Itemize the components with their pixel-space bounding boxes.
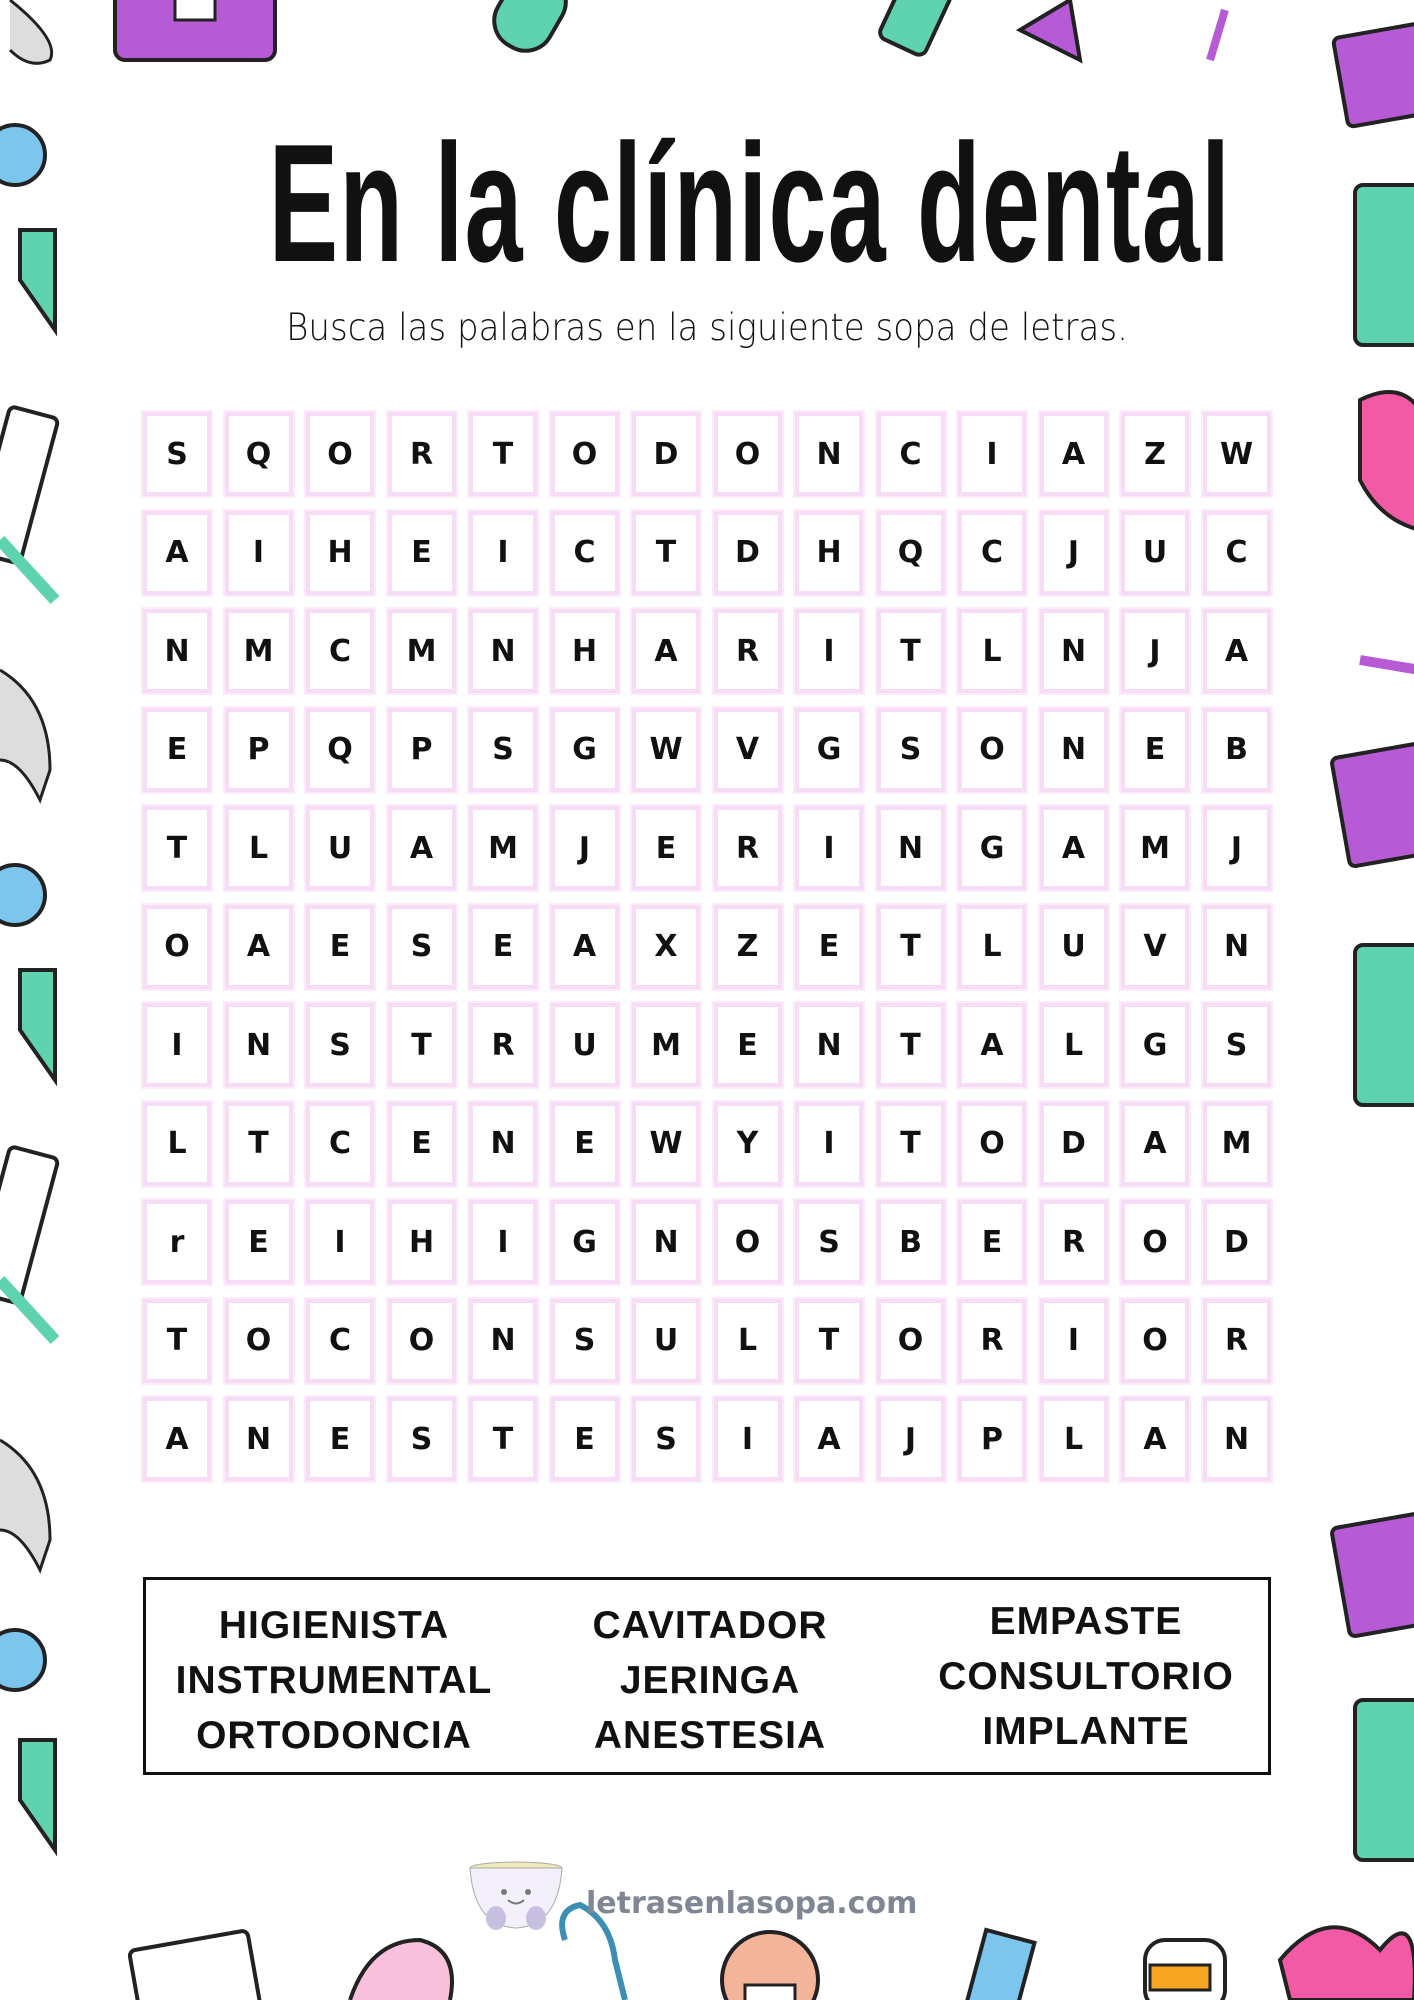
grid-cell[interactable]: Q [225, 412, 293, 496]
grid-cell[interactable]: A [958, 1003, 1026, 1087]
grid-cell[interactable]: N [225, 1003, 293, 1087]
grid-cell[interactable]: N [1203, 905, 1271, 989]
word-list-column [898, 1594, 1274, 1759]
grid-cell[interactable]: G [795, 708, 863, 792]
grid-cell[interactable]: U [1121, 511, 1189, 595]
grid-cell[interactable]: S [388, 1397, 456, 1481]
grid-cell[interactable]: R [1203, 1299, 1271, 1383]
grid-cell[interactable]: A [551, 905, 619, 989]
word-item: JERINGA [619, 1659, 801, 1702]
grid-cell[interactable]: Y [714, 1102, 782, 1186]
grid-cell[interactable]: T [469, 412, 537, 496]
grid-cell[interactable]: U [306, 806, 374, 890]
grid-cell[interactable]: N [225, 1397, 293, 1481]
grid-cell[interactable]: L [1040, 1003, 1108, 1087]
grid-cell[interactable]: S [1203, 1003, 1271, 1087]
grid-cell[interactable]: J [1121, 609, 1189, 693]
grid-cell[interactable]: E [388, 511, 456, 595]
grid-cell[interactable]: O [225, 1299, 293, 1383]
grid-cell[interactable]: I [714, 1397, 782, 1481]
grid-cell[interactable]: L [143, 1102, 211, 1186]
grid-cell[interactable]: I [795, 806, 863, 890]
grid-cell[interactable]: A [632, 609, 700, 693]
grid-cell[interactable]: N [632, 1200, 700, 1284]
grid-cell[interactable]: E [306, 905, 374, 989]
grid-cell[interactable]: A [1040, 806, 1108, 890]
grid-cell[interactable]: L [714, 1299, 782, 1383]
grid-cell[interactable]: U [1040, 905, 1108, 989]
grid-cell[interactable]: M [225, 609, 293, 693]
grid-cell[interactable]: O [714, 1200, 782, 1284]
grid-cell[interactable]: O [714, 412, 782, 496]
grid-cell[interactable]: R [958, 1299, 1026, 1383]
grid-cell[interactable]: T [225, 1102, 293, 1186]
grid-cell[interactable]: L [958, 905, 1026, 989]
grid-cell[interactable]: A [143, 511, 211, 595]
word-item: HIGIENISTA [218, 1604, 450, 1647]
grid-cell[interactable]: E [388, 1102, 456, 1186]
grid-cell[interactable]: N [795, 1003, 863, 1087]
word-item: INSTRUMENTAL [175, 1659, 493, 1702]
page-title: En la clínica dental [268, 109, 1232, 297]
grid-cell[interactable]: D [714, 511, 782, 595]
site-link[interactable]: letrasenlasopa.com [586, 1886, 918, 1921]
grid-cell[interactable]: D [632, 412, 700, 496]
grid-cell[interactable]: S [632, 1397, 700, 1481]
grid-cell[interactable]: J [551, 806, 619, 890]
grid-cell[interactable]: L [958, 609, 1026, 693]
grid-cell[interactable]: N [1040, 708, 1108, 792]
grid-cell[interactable]: E [632, 806, 700, 890]
word-item: IMPLANTE [982, 1710, 1190, 1753]
word-item: ORTODONCIA [196, 1714, 472, 1757]
grid-cell[interactable]: I [795, 609, 863, 693]
grid-cell[interactable]: I [225, 511, 293, 595]
grid-cell[interactable]: M [632, 1003, 700, 1087]
grid-cell[interactable]: H [795, 511, 863, 595]
word-item: CAVITADOR [592, 1604, 828, 1647]
grid-cell[interactable]: N [469, 1102, 537, 1186]
grid-cell[interactable]: A [1203, 609, 1271, 693]
grid-cell[interactable]: T [877, 1003, 945, 1087]
grid-cell[interactable]: X [632, 905, 700, 989]
grid-cell[interactable]: R [388, 412, 456, 496]
grid-cell[interactable]: W [632, 1102, 700, 1186]
grid-cell[interactable]: P [958, 1397, 1026, 1481]
grid-cell[interactable]: T [469, 1397, 537, 1481]
grid-cell[interactable]: Z [1121, 412, 1189, 496]
grid-cell[interactable]: U [632, 1299, 700, 1383]
grid-cell[interactable]: E [469, 905, 537, 989]
grid-cell[interactable]: Q [877, 511, 945, 595]
grid-cell[interactable]: A [1121, 1102, 1189, 1186]
grid-cell[interactable]: C [1203, 511, 1271, 595]
grid-cell[interactable]: T [143, 806, 211, 890]
grid-cell[interactable]: S [306, 1003, 374, 1087]
grid-cell[interactable]: E [143, 708, 211, 792]
grid-cell[interactable]: E [225, 1200, 293, 1284]
grid-cell[interactable]: G [551, 708, 619, 792]
grid-cell[interactable]: J [1203, 806, 1271, 890]
grid-cell[interactable]: S [143, 412, 211, 496]
word-item: ANESTESIA [593, 1714, 827, 1757]
grid-cell[interactable]: r [143, 1200, 211, 1284]
grid-cell[interactable]: A [795, 1397, 863, 1481]
grid-cell[interactable]: E [306, 1397, 374, 1481]
grid-cell[interactable]: C [958, 511, 1026, 595]
grid-cell[interactable]: E [958, 1200, 1026, 1284]
grid-cell[interactable]: J [877, 1397, 945, 1481]
grid-cell[interactable]: J [1040, 511, 1108, 595]
grid-cell[interactable]: H [388, 1200, 456, 1284]
grid-cell[interactable]: G [958, 806, 1026, 890]
grid-cell[interactable]: M [469, 806, 537, 890]
grid-cell[interactable]: H [551, 609, 619, 693]
word-search-grid [143, 412, 1271, 1494]
grid-cell[interactable]: L [1040, 1397, 1108, 1481]
word-item: CONSULTORIO [938, 1655, 1234, 1698]
grid-cell[interactable]: A [225, 905, 293, 989]
grid-cell[interactable]: V [714, 708, 782, 792]
grid-cell[interactable]: A [1040, 412, 1108, 496]
grid-cell[interactable]: S [877, 708, 945, 792]
word-list-column [522, 1598, 898, 1763]
grid-cell[interactable]: H [306, 511, 374, 595]
grid-cell[interactable]: R [714, 806, 782, 890]
grid-cell[interactable]: T [632, 511, 700, 595]
grid-cell[interactable]: C [306, 1299, 374, 1383]
grid-cell[interactable]: Z [714, 905, 782, 989]
grid-cell[interactable]: O [1121, 1200, 1189, 1284]
grid-cell[interactable]: R [469, 1003, 537, 1087]
word-list-box [143, 1577, 1271, 1775]
word-list-column [146, 1598, 522, 1763]
grid-cell[interactable]: M [1203, 1102, 1271, 1186]
word-item: EMPASTE [989, 1600, 1183, 1643]
grid-cell[interactable]: W [1203, 412, 1271, 496]
grid-cell[interactable]: I [958, 412, 1026, 496]
grid-cell[interactable]: N [143, 609, 211, 693]
grid-cell[interactable]: Q [306, 708, 374, 792]
grid-cell[interactable]: P [225, 708, 293, 792]
grid-cell[interactable]: L [225, 806, 293, 890]
grid-cell[interactable]: A [388, 806, 456, 890]
grid-cell[interactable]: E [551, 1397, 619, 1481]
grid-cell[interactable]: B [1203, 708, 1271, 792]
grid-cell[interactable]: R [1040, 1200, 1108, 1284]
grid-cell[interactable]: I [795, 1102, 863, 1186]
grid-cell[interactable]: C [306, 1102, 374, 1186]
grid-cell[interactable]: U [551, 1003, 619, 1087]
grid-cell[interactable]: T [143, 1299, 211, 1383]
grid-cell[interactable]: O [388, 1299, 456, 1383]
grid-cell[interactable]: T [877, 609, 945, 693]
grid-cell[interactable]: N [1203, 1397, 1271, 1481]
grid-cell[interactable]: C [877, 412, 945, 496]
grid-cell[interactable]: O [1121, 1299, 1189, 1383]
grid-cell[interactable]: E [551, 1102, 619, 1186]
grid-cell[interactable]: M [1121, 806, 1189, 890]
grid-cell[interactable]: T [795, 1299, 863, 1383]
grid-cell[interactable]: M [388, 609, 456, 693]
grid-cell[interactable]: I [306, 1200, 374, 1284]
grid-cell[interactable]: S [388, 905, 456, 989]
grid-cell[interactable]: O [551, 412, 619, 496]
grid-cell[interactable]: P [388, 708, 456, 792]
grid-cell[interactable]: T [877, 1102, 945, 1186]
grid-cell[interactable]: I [469, 1200, 537, 1284]
grid-cell[interactable]: R [714, 609, 782, 693]
grid-cell[interactable]: E [714, 1003, 782, 1087]
grid-cell[interactable]: T [877, 905, 945, 989]
grid-cell[interactable]: O [958, 1102, 1026, 1186]
grid-cell[interactable]: T [388, 1003, 456, 1087]
grid-cell[interactable]: S [551, 1299, 619, 1383]
grid-cell[interactable]: G [551, 1200, 619, 1284]
grid-cell[interactable]: V [1121, 905, 1189, 989]
grid-cell[interactable]: E [795, 905, 863, 989]
grid-cell[interactable]: O [143, 905, 211, 989]
instructions: Busca las palabras en la siguiente sopa de letras. [286, 306, 1128, 349]
soup-bowl-logo-icon [468, 1860, 564, 1937]
grid-cell[interactable]: W [632, 708, 700, 792]
grid-cell[interactable]: O [958, 708, 1026, 792]
grid-cell[interactable]: O [306, 412, 374, 496]
grid-cell[interactable]: A [143, 1397, 211, 1481]
grid-cell[interactable]: C [551, 511, 619, 595]
grid-cell[interactable]: N [795, 412, 863, 496]
grid-cell[interactable]: I [1040, 1299, 1108, 1383]
grid-cell[interactable]: E [1121, 708, 1189, 792]
grid-cell[interactable]: S [469, 708, 537, 792]
grid-cell[interactable]: B [877, 1200, 945, 1284]
grid-cell[interactable]: G [1121, 1003, 1189, 1087]
grid-cell[interactable]: I [469, 511, 537, 595]
grid-cell[interactable]: N [469, 609, 537, 693]
grid-cell[interactable]: C [306, 609, 374, 693]
grid-cell[interactable]: D [1203, 1200, 1271, 1284]
grid-cell[interactable]: A [1121, 1397, 1189, 1481]
grid-cell[interactable]: D [1040, 1102, 1108, 1186]
grid-cell[interactable]: N [1040, 609, 1108, 693]
grid-cell[interactable]: I [143, 1003, 211, 1087]
grid-cell[interactable]: O [877, 1299, 945, 1383]
grid-cell[interactable]: S [795, 1200, 863, 1284]
grid-cell[interactable]: N [877, 806, 945, 890]
grid-cell[interactable]: N [469, 1299, 537, 1383]
